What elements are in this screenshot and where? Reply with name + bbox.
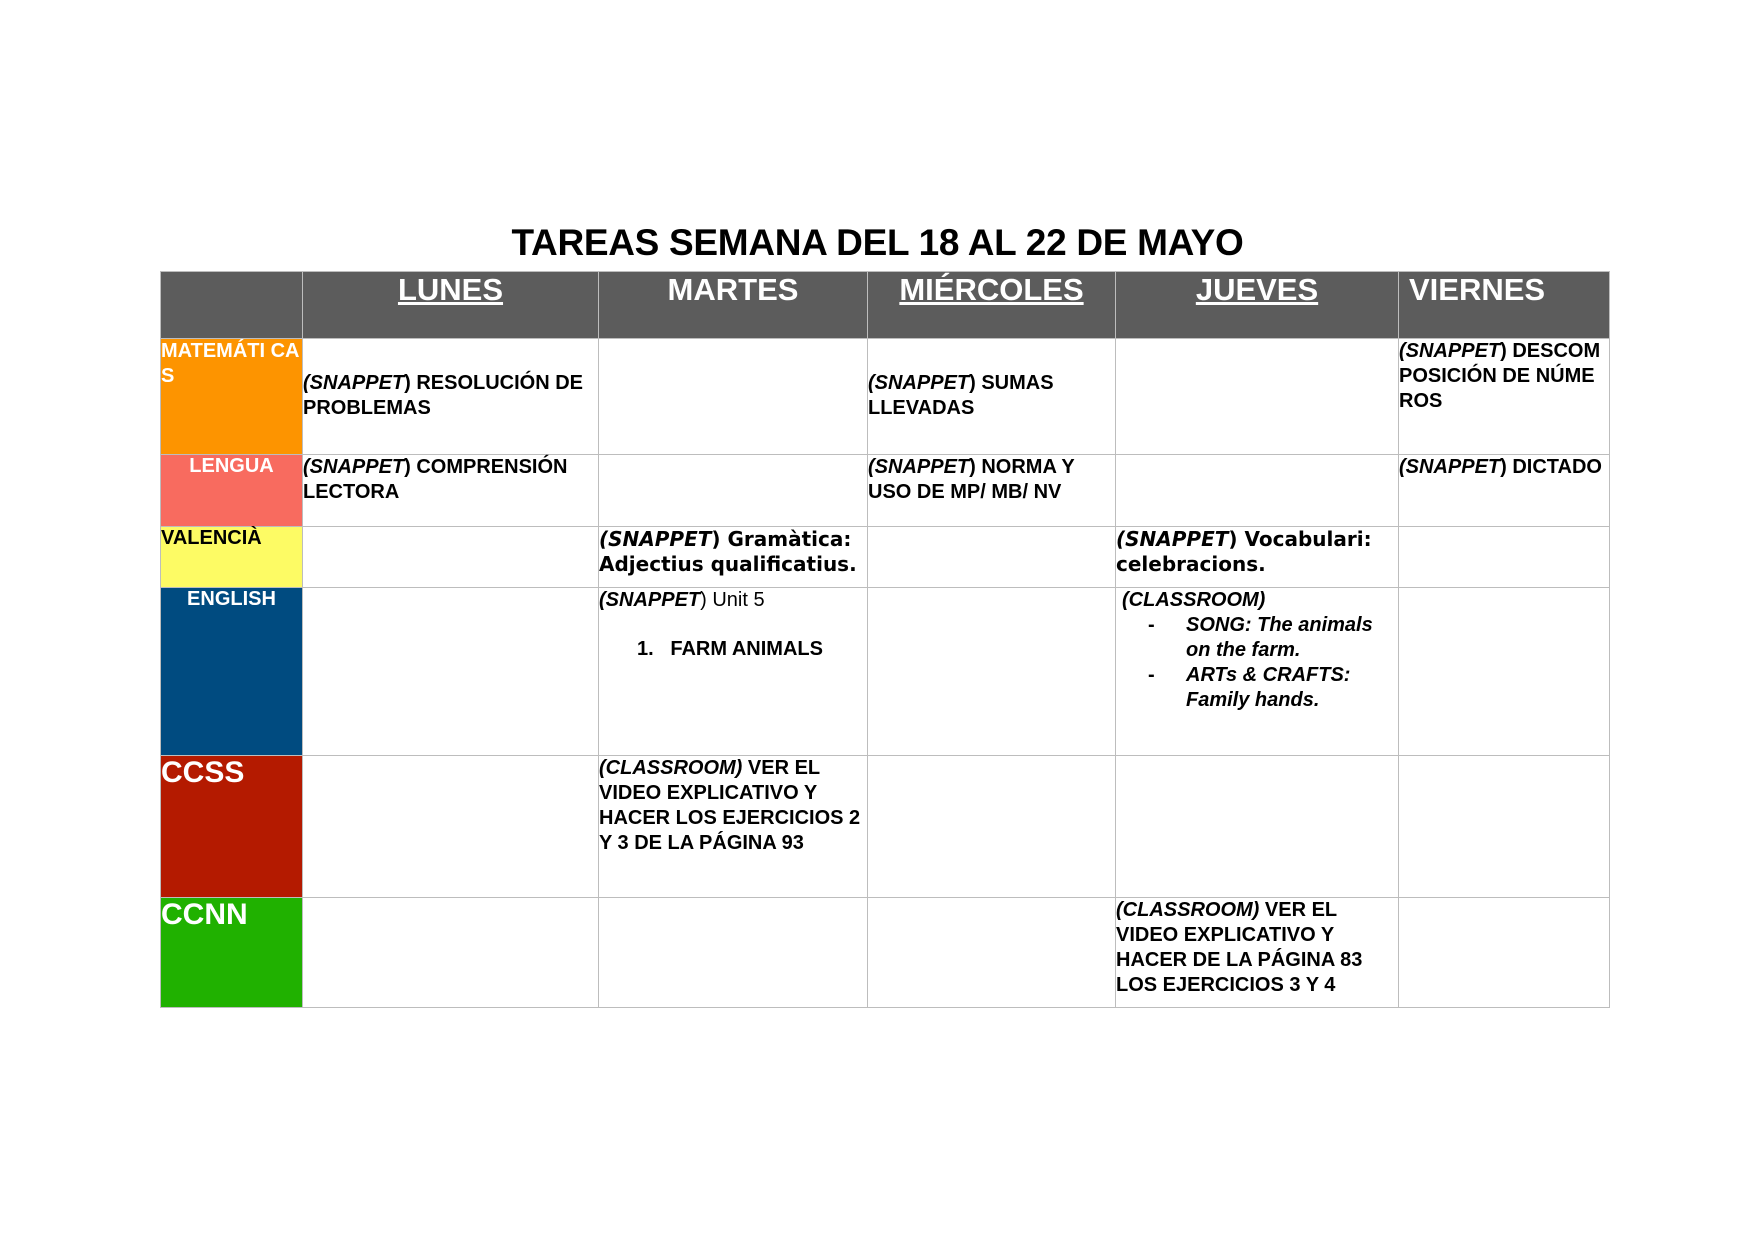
page-title: TAREAS SEMANA DEL 18 AL 22 DE MAYO (511, 222, 1244, 263)
cell-mat-lunes: (SNAPPET) RESOLUCIÓN DE PROBLEMAS (303, 339, 599, 455)
cell-val-miercoles (868, 527, 1116, 588)
cell-len-lunes: (SNAPPET) COMPRENSIÓN LECTORA (303, 455, 599, 527)
subject-ccss: CCSS (161, 756, 303, 898)
cell-ccss-lunes (303, 756, 599, 898)
cell-len-miercoles: (SNAPPET) NORMA Y USO DE MP/ MB/ NV (868, 455, 1116, 527)
cell-val-jueves: (SNAPPET) Vocabulari: celebracions. (1116, 527, 1399, 588)
cell-eng-miercoles (868, 588, 1116, 756)
cell-eng-martes: (SNAPPET) Unit 5 1. FARM ANIMALS (599, 588, 868, 756)
cell-ccss-jueves (1116, 756, 1399, 898)
row-ccnn (161, 898, 1610, 1008)
cell-ccss-viernes (1399, 756, 1610, 898)
cell-mat-miercoles: (SNAPPET) SUMAS LLEVADAS (868, 339, 1116, 455)
cell-ccnn-viernes (1399, 898, 1610, 1008)
eng-jueves-list (1116, 613, 1398, 713)
cell-len-martes (599, 455, 868, 527)
day-header-lunes: LUNES (303, 272, 599, 339)
cell-ccnn-martes (599, 898, 868, 1008)
list-item: - SONG: The animals on the farm. (1186, 613, 1398, 663)
row-matematicas (161, 339, 1610, 455)
subject-matematicas: MATEMÁTI CAS (161, 339, 303, 455)
cell-mat-martes (599, 339, 868, 455)
header-row (161, 272, 1610, 339)
schedule-table (160, 271, 1610, 1008)
cell-eng-viernes (1399, 588, 1610, 756)
subject-ccnn: CCNN (161, 898, 303, 1008)
cell-eng-jueves: (CLASSROOM) - SONG: The animals on the farm. - ARTs & CRAFTS: Family hands. (1116, 588, 1399, 756)
cell-len-jueves (1116, 455, 1399, 527)
row-lengua (161, 455, 1610, 527)
cell-mat-viernes: (SNAPPET) DESCOMPOSICIÓN DE NÚMEROS (1399, 339, 1610, 455)
row-ccss (161, 756, 1610, 898)
subject-valencia: VALENCIÀ (161, 527, 303, 588)
cell-len-viernes: (SNAPPET) DICTADO (1399, 455, 1610, 527)
row-english (161, 588, 1610, 756)
cell-val-lunes (303, 527, 599, 588)
cell-ccnn-lunes (303, 898, 599, 1008)
day-header-viernes: VIERNES (1399, 272, 1610, 339)
day-header-jueves: JUEVES (1116, 272, 1399, 339)
cell-mat-jueves (1116, 339, 1399, 455)
row-valencia (161, 527, 1610, 588)
cell-ccss-miercoles (868, 756, 1116, 898)
cell-val-viernes (1399, 527, 1610, 588)
subject-lengua: LENGUA (161, 455, 303, 527)
list-item: 1. FARM ANIMALS (637, 638, 823, 660)
cell-val-martes: (SNAPPET) Gramàtica: Adjectius qualificatius. (599, 527, 868, 588)
day-header-miercoles: MIÉRCOLES (868, 272, 1116, 339)
cell-ccnn-miercoles (868, 898, 1116, 1008)
list-item: - ARTs & CRAFTS: Family hands. (1186, 663, 1398, 713)
subject-english: ENGLISH (161, 588, 303, 756)
day-header-martes: MARTES (599, 272, 868, 339)
cell-ccss-martes: (CLASSROOM) VER EL VIDEO EXPLICATIVO Y HACER LOS EJERCICIOS 2 Y 3 DE LA PÁGINA 93 (599, 756, 868, 898)
cell-ccnn-jueves: (CLASSROOM) VER EL VIDEO EXPLICATIVO Y HACER DE LA PÁGINA 83 LOS EJERCICIOS 3 Y 4 (1116, 898, 1399, 1008)
cell-eng-lunes (303, 588, 599, 756)
header-corner (161, 272, 303, 339)
